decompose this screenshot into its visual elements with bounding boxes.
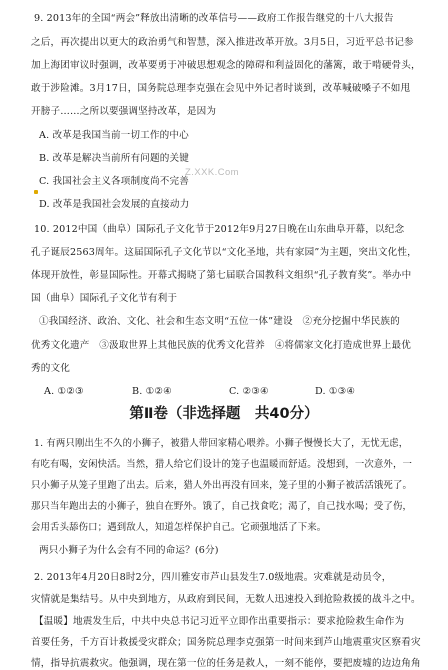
q2-line-3: 【温暖】地震发生后，中共中央总书记习近平立即作出重要指示：要求抢险救生命作为 — [34, 616, 405, 627]
q1-question: 两只小狮子为什么会有不同的命运？(6分) — [39, 545, 219, 556]
q9-line-5: 开膀子……之所以要强调坚持改革，是因为 — [31, 106, 217, 117]
q10-option-a: A. ①②③ — [44, 386, 84, 397]
q10-line-4: 国（曲阜）国际孔子文化节有利于 — [31, 293, 178, 304]
q1-line-1: 1. 有两只刚出生不久的小狮子，被猎人带回家精心喂养。小狮子慢慢长大了，无忧无虑， — [34, 438, 409, 449]
q9-option-d: D. 改革是我国社会发展的直接动力 — [39, 199, 190, 210]
q10-line-2: 孔子诞辰2563周年。这届国际孔子文化节以“文化圣地，共有家园”为主题，突出文化性， — [31, 247, 417, 258]
bullet-dot-icon — [34, 190, 38, 194]
q9-line-2: 之后，再次提出以更大的政治勇气和智慧，深入推进改革开放。3月5日，习近平总书记参 — [31, 37, 414, 48]
q1-line-3: 只小狮子从笼子里跑了出去。后来，猎人外出再没有回来，笼子里的小狮子被活活饿死了。 — [31, 480, 413, 491]
q10-option-c: C. ②③④ — [229, 386, 269, 397]
q10-line-1: 10. 2012中国（曲阜）国际孔子文化节于2012年9月27日晚在山东曲阜开幕，以纪念 — [34, 224, 405, 235]
q10-statement-line-2: 优秀文化遗产 ③汲取世界上其他民族的优秀文化营养 ④将儒家文化打造成世界上最优 — [31, 340, 412, 351]
q1-line-2: 有吃有喝，安闲快活。当然，猎人给它们设计的笼子也温暖而舒适。没想到，一次意外，一 — [31, 459, 413, 470]
q10-option-d: D. ①③④ — [315, 386, 356, 397]
q10-line-3: 体现开放性，彰显国际性。开幕式揭晓了第七届联合国教科文组织“孔子教育奖”。举办中 — [31, 270, 412, 281]
section-title: 第Ⅱ卷（非选择题 共40分） — [129, 406, 319, 422]
q2-line-2: 灾情就是集结号。从中央到地方，从政府到民间，无数人迅速投入到抢险救援的战斗之中。 — [31, 594, 421, 605]
q9-option-a: A. 改革是我国当前一切工作的中心 — [39, 130, 189, 141]
q9-line-4: 敢于涉险滩。3月17日，国务院总理李克强在会见中外记者时谈到，改革喊破嗓子不如甩 — [31, 83, 411, 94]
q1-line-5: 会用舌头舔伤口；遇到敌人，知道怎样保护自己。它顽强地活了下来。 — [31, 522, 327, 533]
q2-line-4: 首要任务，千方百计救援受灾群众；国务院总理李克强第一时间来到芦山地震重灾区察看灾 — [31, 637, 421, 648]
q9-option-b: B. 改革是解决当前所有问题的关键 — [39, 153, 190, 164]
q10-statement-line-3: 秀的文化 — [31, 363, 70, 374]
q9-option-c: C. 我国社会主义各项制度尚不完善 — [39, 176, 189, 187]
q2-line-1: 2. 2013年4月20日8时2分，四川雅安市芦山县发生7.0级地震。灾难就是动员令， — [34, 572, 392, 583]
q1-line-4: 那只当年跑出去的小狮子，独自在野外。饿了，自己找食吃；渴了，自己找水喝；受了伤， — [31, 501, 413, 512]
q2-line-5: 情，指导抗震救灾。他强调，现在第一位的任务是救人，一刻不能停，要把废墟的边边角角 — [31, 658, 421, 669]
q9-line-1: 9. 2013年的全国“两会”释放出清晰的改革信号——政府工作报告继党的十八大报告 — [34, 13, 394, 24]
q9-line-3: 加上海团审议时强调，改革要勇于冲破思想观念的障碍和利益固化的藩篱，敢于啃硬骨头， — [31, 60, 421, 71]
watermark: Z.XXK.Com — [185, 166, 239, 177]
q10-option-b: B. ①②④ — [132, 386, 172, 397]
q10-statement-line-1: ①我国经济、政治、文化、社会和生态文明“五位一体”建设 ②充分挖掘中华民族的 — [39, 316, 400, 327]
